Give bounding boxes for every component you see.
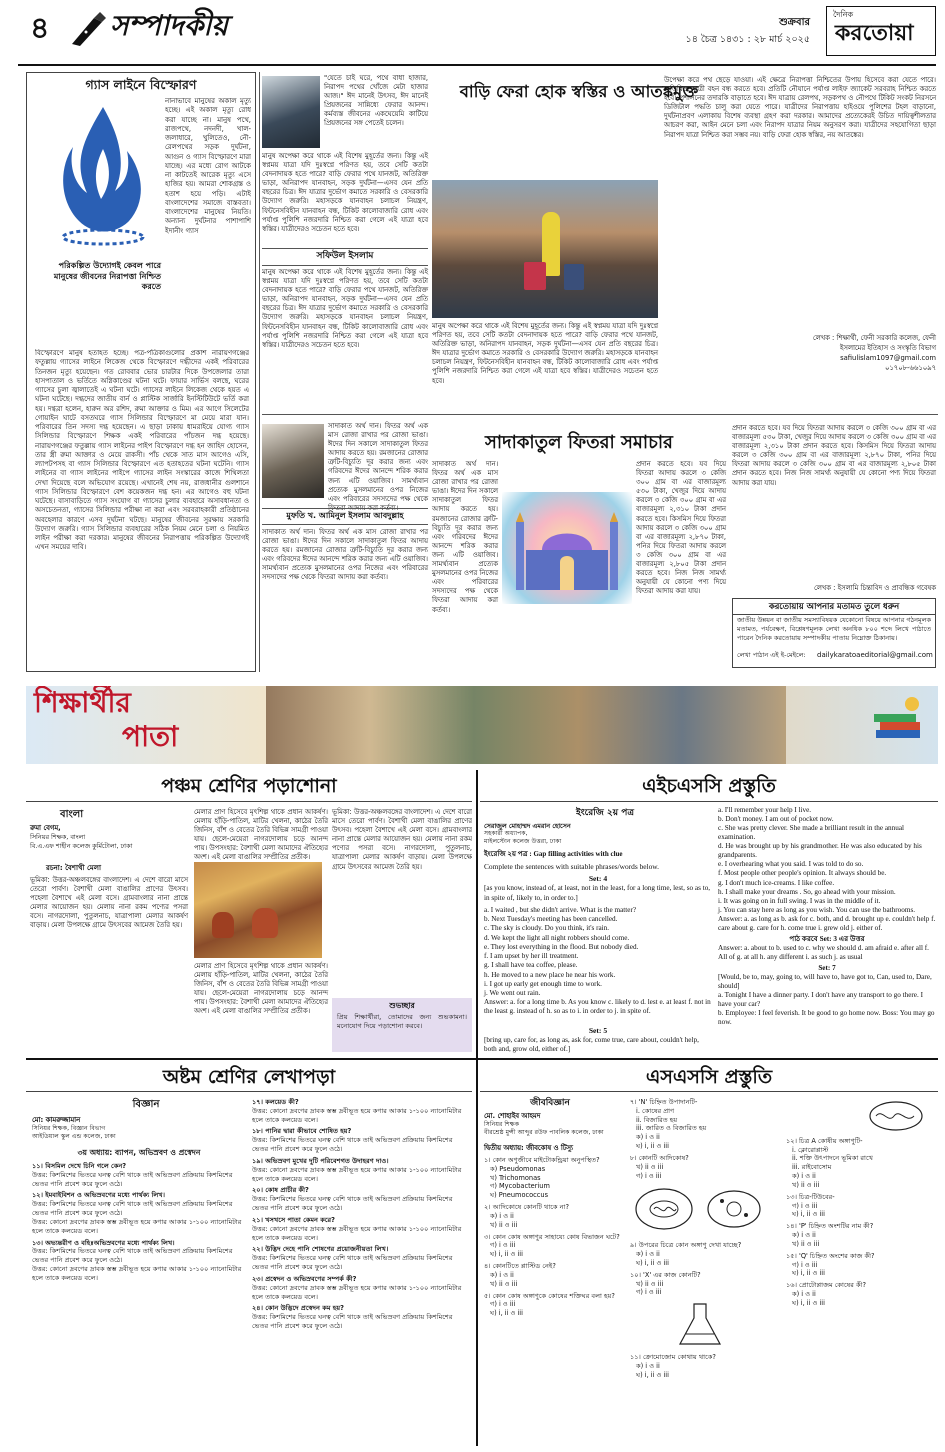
class8-rq2-answer: উত্তর: কিশমিশের ভিতরে ঘনত্ব বেশি থাকে তাই অভিস্রবণ প্রক্রিয়ায় কিশমিশের ভেতর পানি প্রবেশ করে ফুলে ওঠে। [252, 1136, 453, 1154]
ssc-q1-opt: ক) Pseudomonas [490, 1164, 546, 1173]
hsc-set4-clue: [as you know, instead of, at least, not in the least, for a long time, lest, so as to, in spite of, likely to, in order to.] [484, 884, 711, 902]
class8-rq4-answer: উত্তর: কিশমিশের ভিতরে ঘনত্ব বেশি থাকে তাই অভিস্রবণ প্রক্রিয়ায় কিশমিশের ভেতর পানি প্রবেশ করে ফুলে ওঠে। [252, 1195, 453, 1213]
class8-q1-answer: উত্তর: কিশমিশের ভিতরে ঘনত্ব বেশি থাকে তাই অভিস্রবণ প্রক্রিয়ায় কিশমিশের ভেতর পানি প্রবেশ করে ফুলে ওঠে। [32, 1170, 233, 1188]
hsc-set7-label: Set: 7 [818, 964, 836, 973]
home-body-2 [262, 268, 428, 408]
ssc-mid-q3: ৯। উপরের চিত্রে কোন অঙ্গাণু দেখা যাচ্ছে? [630, 1241, 742, 1250]
wish-title: শুভচ্ছার [389, 1001, 415, 1010]
ssc-q2-opt: খ) ii ও iii [490, 1220, 518, 1229]
hsc-right-line: j. You can stay here as long as you wish. You can use the bathrooms. [718, 905, 916, 914]
hsc-set3-answer: Answer: a. about to b. used to c. why we should d. am afraid e. after all f. All of g. at all h. any different i. as such j. as usual [718, 943, 929, 961]
hsc-set4-line: d. We kept the light all night robbers should come. [484, 933, 630, 942]
fitra-body-mid-text: সাদাকাত অর্থ দান। ফিতর অর্থ এক মাস রোজা রাখার পর রোজা ভাঙা। ঈদের দিন সকালে সাদাকাতুল ফিতর আদায় করতে হয়। রমজানের রোজার ত্রুটি-বিচ্যুতি দূর করার জন্য এবং গরিবদের ঈদের আনন্দে শরিক করার জন্য এটি ওয়াজিব। সামর্থ্যবান প্রত্যেক মুসলমানের ওপর নিজের এবং পরিবারের সদস্যদের পক্ষ থেকে ফিতরা আদায় করা কর্তব্য। [432, 460, 498, 614]
ssc-subject: জীববিজ্ঞান [530, 1098, 570, 1108]
hsc-teacher: সেরাজুল মোহাম্মদ এমরান হোসেন [484, 822, 571, 830]
class5-lesson: রচনা: বৈশাখী মেলা [46, 864, 101, 872]
class8-rq5-answer: উত্তর: কোনো দ্রবণের দ্রাবক স্তম্ভ দ্রবীভূত হয়ে কণার আকার ১-১০০ ন্যানোমিটার হলে তাকে কলয়েড বলে। [252, 1224, 462, 1242]
hsc-teacher-role: সহকারী অধ্যাপক, [484, 830, 528, 837]
class8-q1: ১১। বিসমিল দেখে চিনি গলে কেন? [32, 1162, 127, 1170]
hsc-set4-line: j. We went out rain. [484, 988, 541, 997]
station-crowd-photo [432, 180, 658, 318]
hsc-set4-line: e. They lost everything in the flood. But nobody died. [484, 942, 639, 951]
class5-section [26, 770, 472, 1054]
ssc-mid-ans: ক) i ও ii [636, 1361, 660, 1370]
author-name-aminul: মুফতি খ. আমিনুল ইসলাম আবদুল্লাহ [262, 508, 428, 525]
ssc-mid-opt: iii. জারিত ও বিজারিত হয় [636, 1124, 707, 1133]
ssc-right-ans: ক) i ও ii [792, 1290, 816, 1299]
fair-market-photo [194, 862, 322, 958]
masthead-rule [18, 64, 936, 66]
ssc-teacher-role: সিনিয়র শিক্ষক [484, 1121, 520, 1128]
ssc-left-qa [484, 1156, 624, 1444]
pottery-shape [212, 912, 234, 938]
banner-photo-strip [266, 686, 786, 764]
pen-nib-icon [68, 12, 108, 48]
ssc-right-q3: ১৪। 'P' চিহ্নিত অংশটির নাম কী? [786, 1222, 874, 1231]
ssc-right-ans: গ) i ও iii [792, 1201, 818, 1210]
ssc-q2-opt: ক) i ও ii [490, 1211, 514, 1220]
ssc-q4-opt: ক) i ও ii [490, 1270, 514, 1279]
hsc-set4-line: b. Next Tuesday's meeting has been cancelled. [484, 915, 618, 924]
paper-logo [826, 6, 936, 56]
ssc-q1-opt: খ) Trichomonas [490, 1173, 541, 1182]
class5-body: ভূমিকা: উত্তর-অঞ্চলবঙ্গের বাংলাদেশ। এ দেশে বারো মাসে তেরো পার্বণ। বৈশাখী মেলা বাঙালির প্রাণের উৎসব। পহেলা বৈশাখে এই মেলা বসে। গ্রামবাংলার নানা প্রান্তে মেলার আয়োজন হয়। মেলায় নানা রকম পণ্যের পসরা বসে। নাগরদোলা, পুতুলনাচ, যাত্রাপালা মেলার আকর্ষণ বাড়ায়। মেলা উপলক্ষে গ্রামে উৎসবের আমেজ তৈরি হয়। [30, 876, 188, 930]
luggage-shape-2 [564, 264, 584, 290]
ssc-mid-ans: ঘ) i, ii ও iii [636, 1258, 669, 1267]
home-body-mid-text: মানুষ অপেক্ষা করে থাকে এই বিশেষ মুহূর্তের জন্য। কিন্তু এই স্বপ্নময় যাত্রা যদি দুঃস্বপ্নে পরিণত হয়, তবে সেটি কতটা বেদনাদায়ক হতে পারে? বাড়ি ফেরার পথে যানজট, অতিরিক্ত ভাড়া, অনিরাপদ যানবাহন, সড়ক দুর্ঘটনা—এসব যেন প্রতি বছরের চিত্র। ঈদ যাত্রার দুর্ভোগ কমাতে সরকারি ও বেসরকারি উদ্যোগ জরুরি। মহাসড়কে যানবাহন চলাচল নিয়ন্ত্রণ, ফিটনেসবিহীন যানবাহন বন্ধ, টিকিট কালোবাজারি রোধ এবং পর্যাপ্ত পুলিশি নজরদারি নিশ্চিত করা গেলে এই যাত্রা হবে স্বস্তির। যাত্রীদেরও সচেতন হতে হবে। [432, 322, 658, 385]
home-body-2-text: মানুষ অপেক্ষা করে থাকে এই বিশেষ মুহূর্তের জন্য। কিন্তু এই স্বপ্নময় যাত্রা যদি দুঃস্বপ্নে পরিণত হয়, তবে সেটি কতটা বেদনাদায়ক হতে পারে? বাড়ি ফেরার পথে যানজট, অতিরিক্ত ভাড়া, অনিরাপদ যানবাহন, সড়ক দুর্ঘটনা—এসব যেন প্রতি বছরের চিত্র। ঈদ যাত্রার দুর্ভোগ কমাতে সরকারি ও বেসরকারি উদ্যোগ জরুরি। মহাসড়কে যানবাহন চলাচল নিয়ন্ত্রণ, ফিটনেসবিহীন যানবাহন বন্ধ, টিকিট কালোবাজারি রোধ এবং পর্যাপ্ত পুলিশি নজরদারি নিশ্চিত করা গেলে এই যাত্রা হবে স্বস্তির। যাত্রীদেরও সচেতন হতে হবে। [262, 268, 428, 349]
editorial-title: গ্যাস লাইনে বিস্ফোরণ [85, 77, 197, 92]
hsc-title: এইচএসসি প্রস্তুতি [480, 770, 938, 802]
hsc-set4-list [484, 906, 712, 998]
class8-q2: ১২। ইমবাইবিশন ও অভিস্রবণের মধ্যে পার্থক্য লিখ। [32, 1191, 165, 1200]
hsc-section [480, 770, 938, 1054]
ssc-right-q2: ১৩। চিত্র-টিউবের- [786, 1192, 835, 1201]
section-divider-mid [476, 770, 478, 1446]
class5-subject: বাংলা [60, 809, 84, 820]
fitra-headline: সাদাকাতুল ফিতরা সমাচার [485, 432, 673, 453]
ssc-right-opt: i. ক্লোরোপ্লাস্ট [792, 1145, 829, 1154]
class8-rq1-answer: উত্তর: কোনো দ্রবণের দ্রাবক স্তম্ভ দ্রবীভূত হয়ে কণার আকার ১-১০০ ন্যানোমিটার হলে তাকে কলয়েড বলে। [252, 1106, 462, 1124]
ssc-right-ans: ক) i ও ii [792, 1172, 816, 1181]
class5-body-right-text: ভূমিকা: উত্তর-অঞ্চলবঙ্গের বাংলাদেশ। এ দেশে বারো মাসে তেরো পার্বণ। বৈশাখী মেলা বাঙালির প্রাণের উৎসব। পহেলা বৈশাখে এই মেলা বসে। গ্রামবাংলার নানা প্রান্তে মেলার আয়োজন হয়। মেলায় নানা রকম পণ্যের পসরা বসে। নাগরদোলা, পুতুলনাচ, যাত্রাপালা মেলার আকর্ষণ বাড়ায়। মেলা উপলক্ষে গ্রামে উৎসবের আমেজ তৈরি হয়। [332, 808, 472, 871]
hsc-set4-line: c. The sky is cloudy. Do you think, it's rain. [484, 924, 610, 933]
hsc-set4-line: h. He moved to a new place he near his work. [484, 970, 616, 979]
ssc-mid-opt: i. কোষের প্রাণ [636, 1106, 675, 1115]
class8-q3-answer: উত্তর: কিশমিশের ভিতরে ঘনত্ব বেশি থাকে তাই অভিস্রবণ প্রক্রিয়ায় কিশমিশের ভেতর পানি প্রবেশ করে ফুলে ওঠে। [32, 1247, 233, 1265]
ssc-right-ans: খ) ii ও iii [792, 1239, 820, 1248]
hsc-set4-line: i. I got up early get enough time to work. [484, 979, 602, 988]
class5-teacher: রুমা বেগম, [30, 824, 61, 832]
wish-text: প্রিয় শিক্ষার্থীরা, তোমাদের জন্য শুভকামনা। মনোযোগ দিয়ে পড়াশোনা করবে। [337, 1012, 467, 1030]
ssc-right-ans: ঘ) i, ii ও iii [792, 1269, 825, 1278]
class8-section [26, 1062, 472, 1448]
date-line: ১৪ চৈত্র ১৪৩১ : ২৮ মার্চ ২০২৫ [685, 34, 810, 45]
class8-rq3: ১৯। অভিস্রবণ মুখের দুটি পরিবেশগত উদাহরণ দাও। [252, 1156, 389, 1165]
ssc-chapter: দ্বিতীয় অধ্যায়: জীবকোষ ও টিস্যু [484, 1144, 573, 1152]
hsc-set4-answer: Answer: a. for a long time b. As you know c. likely to d. lest e. at least f. not in the least g. instead of h. so as to i. in order to j. in spite of. [484, 998, 711, 1016]
hsc-set7-line: a. Tonight I have a dinner party. I don't have any transport to go there. I have your car? [718, 991, 923, 1009]
cell-diagram-icon [630, 1183, 770, 1235]
wish-box [332, 998, 472, 1052]
class5-teacher-school: বি.এ.এফ শাহীন কলেজ কুর্মিটোলা, ঢাকা [30, 842, 133, 850]
fitra-body-mid-right-text: প্রদান করতে হবে। যব দিয়ে ফিতরা আদায় করলে ৩ কেজি ৩০০ গ্রাম বা এর বাজারমূল্য ৫৩০ টাকা, খেজুর দিয়ে আদায় করলে ৩ কেজি ৩০০ গ্রাম বা এর বাজারমূল্য ২,৩১০ টাকা প্রদান করতে হবে। কিসমিস দিয়ে ফিতরা আদায় করলে ৩ কেজি ৩০০ গ্রাম বা এর বাজারমূল্য ২,৮৭০ টাকা, পনির দিয়ে ফিতরা আদায় করলে ৩ কেজি ৩০০ গ্রাম বা এর বাজারমূল্য ২,৮০৫ টাকা প্রদান করতে হবে। নিজ নিজ সামর্থ্য অনুযায়ী যে কোনো পণ্য দিয়ে ফিতরা আদায় করা যায়। [636, 460, 726, 596]
hsc-set3-label: পাঠ করবে Set: 3 এর উত্তর [789, 934, 865, 943]
class8-rq4: ২০। কোষ প্রাচীর কী? [252, 1186, 309, 1195]
column-divider [262, 414, 938, 415]
section-divider-lower [26, 1058, 938, 1060]
ssc-q4-opt: খ) ii ও iii [490, 1279, 518, 1288]
class8-rq5: ২১। খসখসে পাতা কেমন করে? [252, 1215, 335, 1224]
opinion-ad-email[interactable]: dailykaratoaeditorial@gmail.com [817, 651, 933, 659]
ssc-q5: ৫। কোন কোষ অঙ্গাণুকে কোষের শক্তিঘর বলা হয়? [484, 1291, 615, 1300]
ssc-title: এসএসসি প্রস্তুতি [480, 1062, 938, 1092]
class8-rq8-answer: উত্তর: কিশমিশের ভিতরে ঘনত্ব বেশি থাকে তাই অভিস্রবণ প্রক্রিয়ায় কিশমিশের ভেতর পানি প্রবেশ করে ফুলে ওঠে। [252, 1313, 453, 1331]
fitra-body-mid [432, 460, 498, 666]
class8-left-qa [32, 1162, 246, 1444]
class8-rq2: ১৮। পানির দ্বারা কীভাবে শোষিত হয়? [252, 1127, 352, 1136]
ssc-q3: ৩। কোন কোষ অঙ্গাণুর সাহায্যে কোষ বিভাজন ঘটে? [484, 1232, 620, 1241]
ssc-q1-opt: গ) Mycobacterium [490, 1182, 550, 1191]
hsc-right-line: d. He was brought up by his grandmother. He was also educated by his grandparents. [718, 842, 922, 860]
class5-body-mid-top-text: মেলার প্রাণ হিসেবে মৃৎশিল্প থাকে প্রধান আকর্ষণ। মেলায় হাঁড়ি-পাতিল, মাটির খেলনা, কাঠের তৈরি জিনিস, বাঁশ ও বেতের তৈরি বিভিন্ন সামগ্রী পাওয়া যায়। ছেলে-মেয়েরা নাগরদোলায় চড়ে আনন্দ পায়। উপসংহার: বৈশাখী মেলা আমাদের ঐতিহ্যের অংশ। এই মেলা বাঙালির সম্প্রীতির প্রতীক। [194, 808, 328, 862]
fitra-body-2-text: সাদাকাত অর্থ দান। ফিতর অর্থ এক মাস রোজা রাখার পর রোজা ভাঙা। ঈদের দিন সকালে সাদাকাতুল ফিতর আদায় করতে হয়। রমজানের রোজার ত্রুটি-বিচ্যুতি দূর করার জন্য এবং গরিবদের ঈদের আনন্দে শরিক করার জন্য এটি ওয়াজিব। সামর্থ্যবান প্রত্যেক মুসলমানের ওপর নিজের এবং পরিবারের সদস্যদের পক্ষ থেকে ফিতরা আদায় করা কর্তব্য। [262, 528, 428, 582]
class5-body-mid-top [194, 808, 328, 860]
ssc-right-ans: খ) ii ও iii [792, 1180, 820, 1189]
hsc-right-line: h. I shall make your dreams . So, go ahead with your mission. [718, 887, 896, 896]
editorial-body-top: নানাভাবে মানুষের অকাল মৃত্যু হচ্ছে। এই অকাল মৃত্যু রোধ করা যাচ্ছে না। মানুষ পথে, রাজপথে, নদনদী, খাল-জলাধারে, খুলিতেও, নৌ-রেলপথের সড়ক দুর্ঘটনা, আগুন ও গ্যাস বিস্ফোরণে মারা যাচ্ছে। এর মধ্যে রোগ আটকে না কাটতেই আরেক মৃত্যু এসে হাজির হয়। আমরা শোকগ্রস্ত ও হতাশ হয়ে পড়ি। এটাই বাংলাদেশের সমাজে বাস্তবতা। বাংলাদেশের মানুষের নিয়তি। অন্যান্য দুর্ঘটনার পাশাপাশি ইদানীং গ্যাস [165, 97, 251, 235]
ssc-q3-opt: গ) i ও iii [490, 1241, 516, 1250]
class8-rq6: ২২। উদ্ভিদ দেহে পানি শোষণের প্রয়োজনীয়তা লিখ। [252, 1245, 389, 1254]
fitra-author-footer: লেখক : ইসলামি চিন্তাবিদ ও প্রাবন্ধিক গবেষক [813, 584, 936, 592]
class5-teacher-role: সিনিয়র শিক্ষক, বাংলা [30, 833, 86, 841]
class8-rq1: ১৭। কলয়েড কী? [252, 1098, 299, 1106]
ssc-mid-q5: ১১। ক্রোমোজোম কোথায় থাকে? [630, 1353, 716, 1362]
hsc-right-line: g. I don't much ice-creams. I like coffee. [718, 878, 835, 887]
class8-teacher-school: আইডিয়াল স্কুল এন্ড কলেজ, ঢাকা [32, 1133, 116, 1140]
home-body-mid [432, 322, 658, 408]
ssc-section [480, 1062, 938, 1448]
ssc-mid-ans: গ) i ও iii [636, 1171, 662, 1180]
home-author-footer: লেখক : শিক্ষার্থী, ফেনী সরকারি কলেজ, ফেনী [812, 334, 936, 342]
organelle-diagram-icon [866, 1098, 926, 1134]
class8-q3: ১৩। অভ্যন্তরীণ ও বহিঃঅভিস্রবণের মধ্যে পার্থক্য লিখ। [32, 1238, 175, 1247]
class8-rq7-answer: উত্তর: কোনো দ্রবণের দ্রাবক স্তম্ভ দ্রবীভূত হয়ে কণার আকার ১-১০০ ন্যানোমিটার হলে তাকে কলয়েড বলে। [252, 1283, 462, 1301]
home-body: মানুষ অপেক্ষা করে থাকে এই বিশেষ মুহূর্তের জন্য। কিন্তু এই স্বপ্নময় যাত্রা যদি দুঃস্বপ্নে পরিণত হয়, তবে সেটি কতটা বেদনাদায়ক হতে পারে? বাড়ি ফেরার পথে যানজট, অতিরিক্ত ভাড়া, অনিরাপদ যানবাহন, সড়ক দুর্ঘটনা—এসব যেন প্রতি বছরের চিত্র। ঈদ যাত্রার দুর্ভোগ কমাতে সরকারি ও বেসরকারি উদ্যোগ জরুরি। মহাসড়কে যানবাহন চলাচল নিয়ন্ত্রণ, ফিটনেসবিহীন যানবাহন বন্ধ, টিকিট কালোবাজারি রোধ এবং পর্যাপ্ত পুলিশি নজরদারি নিশ্চিত করা গেলে এই যাত্রা হবে স্বস্তির। যাত্রীদেরও সচেতন হতে হবে। [262, 152, 428, 233]
ssc-teacher: মো. শোহাইব আহমদ [484, 1112, 541, 1120]
class8-teacher-role: সিনিয়র শিক্ষক, বিজ্ঞান বিভাগ [32, 1125, 106, 1132]
opinion-ad-text: জাতীয় উন্নয়ন বা জাতীয় সমস্যাবিষয়ক যেকোনো বিষয়ে আপনার গঠনমূলক মতামত, পর্যবেক্ষণ, বিশ্লেষণমূলক লেখা অনধিক ৮০০ শব্দে লিখে পাঠাতে পারেন দৈনিক করতোয়ায় সম্পাদকীয় পাতায় নিম্নোক্ত ঠিকানায়। [737, 616, 931, 642]
fitra-body: সাদাকাত অর্থ দান। ফিতর অর্থ এক মাস রোজা রাখার পর রোজা ভাঙা। ঈদের দিন সকালে সাদাকাতুল ফিতর আদায় করতে হয়। রমজানের রোজার ত্রুটি-বিচ্যুতি দূর করার জন্য এবং গরিবদের ঈদের আনন্দে শরিক করার জন্য এটি ওয়াজিব। সামর্থ্যবান প্রত্যেক মুসলমানের ওপর নিজের এবং পরিবারের সদস্যদের পক্ষ থেকে ফিতরা আদায় করা কর্তব্য। [328, 422, 428, 512]
masthead [0, 0, 945, 64]
hsc-subject: ইংরেজি ২য় পত্র [576, 808, 634, 818]
ssc-mid-q: ৭। 'N' চিহ্নিত উপাদানটি- [630, 1098, 698, 1106]
flame-caption: পরিকল্পিত উদ্যোগই কেবল পারে মানুষের জীবনের নিরাপত্তা নিশ্চিত করতে [53, 261, 161, 292]
books-icon [868, 694, 928, 754]
home-author-footer-2: ইসলামের ইতিহাস ও সংস্কৃতি বিভাগ [839, 344, 936, 352]
editorial-divider [259, 72, 260, 672]
hsc-right-line: f. Most people other people's opinion. It always should be. [718, 869, 887, 878]
mosque-icon [502, 492, 632, 604]
editorial-box [26, 72, 256, 672]
ssc-mid-q4: ১০। 'X' এর কাজ কোনটি? [630, 1270, 701, 1279]
ssc-mid-ans: ক) i ও ii [636, 1133, 660, 1142]
hsc-right-line: c. She was pretty clever. She made a brilliant result in the annual examination. [718, 824, 905, 842]
luggage-shape [524, 262, 546, 290]
hsc-topic: ইংরেজি ২য় পত্র : Gap filling activities with clue [484, 850, 623, 858]
hsc-right-line: a. I'll remember your help I live. [718, 806, 812, 814]
home-quote-top: "যেতে চাই ঘরে, পথে বাধা হাজার, নিরাপদ পথের খোঁজে মেটা হাজার আজ।" ঈদ মানেই উৎসব, ঈদ মানেই প্রিয়জনের সান্নিধ্যে ফেরার আনন্দ। কর্মব্যস্ত জীবনের একঘেয়েমি কাটিয়ে প্রিয়জনের সঙ্গ পেতেই চলেন। [324, 74, 428, 128]
banner-title-1: শিক্ষার্থীর [34, 686, 131, 719]
mosque-illustration [502, 492, 632, 604]
ssc-right-q5: ১৬। প্রোটোপ্লাজম কোষের কী? [786, 1281, 866, 1290]
home-column [262, 72, 938, 412]
home-headline: বাড়ি ফেরা হোক স্বস্তির ও আতঙ্কমুক্ত [459, 82, 699, 101]
paper-logo-small: দৈনিক [833, 10, 854, 19]
hsc-set7-line: b. Employee: I feel feverish. It be good to go home now. Boss: You may go now. [718, 1009, 935, 1027]
ssc-q2: ২। আদিকোষে কোনটি থাকে না? [484, 1203, 569, 1212]
ssc-right-ans: ঘ) i, ii ও iii [792, 1210, 825, 1219]
paper-logo-name: করতোয়া [835, 21, 914, 46]
class8-q2-answer: উত্তর: কিশমিশের ভিতরে ঘনত্ব বেশি থাকে তাই অভিস্রবণ প্রক্রিয়ায় কিশমিশের ভেতর পানি প্রবেশ করে ফুলে ওঠে। [32, 1200, 233, 1218]
ssc-q1: ১। কোন অণুজীবে মাইটোকন্ড্রিয়া অনুপস্থিত? [484, 1156, 600, 1164]
class8-chapter: ৩য় অধ্যায়: ব্যাপন, অভিস্রবণ ও প্রস্বেদন [77, 1148, 201, 1157]
ssc-mid-ans: খ) ii ও iii [636, 1162, 664, 1171]
fitra-body-2 [262, 528, 428, 668]
ssc-mid-ans: ঘ) i, ii ও iii [636, 1142, 669, 1151]
home-body-right: উপেক্ষা করে পথ ছেড়ে যাওয়া। এই ক্ষেত্রে নিরাপত্তা নিশ্চিতের উপায় হিসেবে করা যেতে পারে। অতিরিক্ত যাত্রী বহন বন্ধ করতে হবে। প্রতিটি নৌযানে পর্যাপ্ত লাইফ জ্যাকেট সরবরাহ নিশ্চিত করতে হবে। প্রশাসনের তদারকি বাড়াতে হবে। ঈদ যাত্রায় রেলপথ, সড়কপথ ও নৌপথে টিকিট সংকট নিরসনে ডিজিটাল পদ্ধতি চালু করা যেতে পারে। যাত্রীদের নিরাপত্তায় হাইওয়ে পুলিশের টহল বাড়ানো, দুর্ঘটনাপ্রবণ এলাকায় বিশেষ ব্যবস্থা গ্রহণ করা দরকার। আমাদের প্রত্যেকেরই উচিত দায়িত্বশীলতার আচরণ করা, আইন মেনে চলা এবং নিরাপদ যাত্রার নিয়ম অনুসরণ করা। যাত্রীদের সহযোগিতা ছাড়া নিরাপদ যাত্রা নিশ্চিত করা সম্ভব নয়। বাড়ি ফেরা হোক স্বস্তির, নয় আতঙ্কের। [664, 76, 936, 139]
ssc-right-ans: ঘ) i, ii ও iii [792, 1298, 825, 1307]
hsc-set7-clue: [Would, be to, may, going to, will have to, have got to, Can, used to, Dare, should] [718, 973, 932, 991]
hsc-right-line: i. It was going on in full swing. I was in the middle of it. [718, 896, 881, 905]
ssc-right-q1: ১২। চিত্র A কোষীয় অঙ্গাণুটি- [786, 1136, 863, 1145]
pottery-shape-2 [252, 908, 278, 938]
opinion-ad-title: করতোয়ায় আপনার মতামত তুলে ধরুন [733, 599, 935, 615]
class5-title: পঞ্চম শ্রেণির পড়াশোনা [26, 770, 472, 802]
ssc-teacher-school: বীরশ্রেষ্ঠ মুন্সী আব্দুর রউফ পাবলিক কলেজ, ঢাকা [484, 1129, 604, 1136]
class8-subject: বিজ্ঞান [132, 1099, 160, 1110]
author-photo-aminul [262, 424, 324, 498]
ssc-mid-ans: ঘ) i, ii ও iii [636, 1370, 669, 1379]
opinion-ad-footer: লেখা পাঠান এই ই-মেইলে: [737, 651, 806, 659]
ssc-mid-qa [630, 1098, 780, 1444]
hsc-set4-line: g. I shall have tea coffee, please. [484, 961, 578, 970]
ssc-mid-q2: ৮। কোনটি আদিকোষ? [630, 1153, 689, 1162]
hsc-set5-clue: [bring up, care for, as long as, ask for, come true, care about, couldn't help, both and, grow old, either of.] [484, 1036, 699, 1054]
author-name-safiul: সফিউল ইসলাম [262, 248, 428, 266]
class8-q2-answer-2: উত্তর: কোনো দ্রবণের দ্রাবক স্তম্ভ দ্রবীভূত হয়ে কণার আকার ১-১০০ ন্যানোমিটার হলে তাকে কলয়েড বলে। [32, 1217, 242, 1235]
class8-rq6-answer: উত্তর: কিশমিশের ভিতরে ঘনত্ব বেশি থাকে তাই অভিস্রবণ প্রক্রিয়ায় কিশমিশের ভেতর পানি প্রবেশ করে ফুলে ওঠে। [252, 1254, 453, 1272]
ssc-mid-ans: খ) ii ও iii [636, 1279, 664, 1288]
ssc-q5-opt: গ) i ও iii [490, 1300, 516, 1309]
section-title: সম্পাদকীয় [110, 9, 228, 42]
hsc-right-list [718, 806, 936, 1028]
class5-body-right [332, 808, 472, 994]
class8-right-qa [252, 1098, 470, 1444]
fitra-column [262, 420, 938, 672]
ssc-q3-opt: ঘ) i, ii ও iii [490, 1250, 523, 1259]
ssc-mid-ans: ক) i ও ii [636, 1250, 660, 1259]
gas-flame-icon [43, 101, 163, 251]
date-day: শুক্রবার [779, 17, 810, 28]
class8-rq8: ২৪। কোন উদ্ভিদে প্রস্বেদন কম হয়? [252, 1304, 344, 1313]
author-photo-safiul [262, 76, 320, 148]
hsc-set4-line: f. I am upset by her ill treatment. [484, 952, 579, 961]
home-email: safiulislam1097@gmail.com [840, 354, 936, 362]
class8-rq7: ২৩। প্রস্বেদন ও অভিস্রবণের সম্পর্ক কী? [252, 1274, 357, 1283]
ssc-right-ans: ক) i ও ii [792, 1231, 816, 1240]
opinion-ad-box [732, 598, 936, 668]
page-number: ৪ [30, 11, 50, 46]
hsc-right-line: b. Don't money. I am out of pocket now. [718, 815, 834, 824]
hsc-set5-answer: Answer: a. as long as b. ask for c. both, and d. brought up e. couldn't help f. care about g. care for h. come true i. grew old j. either of. [718, 914, 936, 932]
hsc-teacher-school: মাইলস্টোন কলেজ উত্তরা, ঢাকা [484, 838, 562, 845]
fitra-body-right: প্রদান করতে হবে। যব দিয়ে ফিতরা আদায় করলে ৩ কেজি ৩০০ গ্রাম বা এর বাজারমূল্য ৫৩০ টাকা, খেজুর দিয়ে আদায় করলে ৩ কেজি ৩০০ গ্রাম বা এর বাজারমূল্য ২,৩১০ টাকা প্রদান করতে হবে। কিসমিস দিয়ে ফিতরা আদায় করলে ৩ কেজি ৩০০ গ্রাম বা এর বাজারমূল্য ২,৮৭০ টাকা, পনির দিয়ে ফিতরা আদায় করলে ৩ কেজি ৩০০ গ্রাম বা এর বাজারমূল্য ২,৮০৫ টাকা প্রদান করতে হবে। নিজ নিজ সামর্থ্য অনুযায়ী যে কোনো পণ্য দিয়ে ফিতরা আদায় করা যায়। [732, 424, 936, 487]
home-phone: ০১৭০৮-৬৬১০৯৭ [884, 364, 936, 372]
class8-rq3-answer: উত্তর: কোনো দ্রবণের দ্রাবক স্তম্ভ দ্রবীভূত হয়ে কণার আকার ১-১০০ ন্যানোমিটার হলে তাকে কলয়েড বলে। [252, 1165, 462, 1183]
ssc-mid-opt: ii. বিজারিত হয় [636, 1115, 678, 1124]
ssc-right-q4: ১৫। 'Q' চিহ্নিত অংশের কাজ কী? [786, 1251, 875, 1260]
class8-teacher: মো: কামরুজ্জামান [32, 1116, 81, 1124]
ssc-q4: ৪। কোনটিতে প্লাস্টিড নেই? [484, 1262, 556, 1271]
ssc-right-ans: গ) i ও iii [792, 1260, 818, 1269]
ssc-right-qa [786, 1098, 936, 1444]
hsc-set5-label: Set: 5 [588, 1026, 608, 1035]
ssc-right-opt: ii. শক্তি উৎপাদনে ভূমিকা রাখে [792, 1154, 873, 1163]
banner-title-2: পাতা [122, 720, 179, 753]
flask-diagram-icon [670, 1300, 730, 1350]
ssc-q5-opt: ঘ) i, ii ও iii [490, 1309, 523, 1318]
student-banner [26, 686, 938, 764]
class5-body-2: মেলার প্রাণ হিসেবে মৃৎশিল্প থাকে প্রধান আকর্ষণ। মেলায় হাঁড়ি-পাতিল, মাটির খেলনা, কাঠের তৈরি জিনিস, বাঁশ ও বেতের তৈরি বিভিন্ন সামগ্রী পাওয়া যায়। ছেলে-মেয়েরা নাগরদোলায় চড়ে আনন্দ পায়। উপসংহার: বৈশাখী মেলা আমাদের ঐতিহ্যের অংশ। এই মেলা বাঙালির সম্প্রীতির প্রতীক। [194, 962, 328, 1016]
hsc-right-line: e. I overhearing what you said. I was told to do so. [718, 860, 864, 869]
fitra-body-mid-right [636, 460, 726, 666]
ssc-mid-ans: গ) i ও iii [636, 1288, 662, 1297]
editorial-body-main: বিস্ফোরণে মানুষ হতাহত হচ্ছে। পত্র-পত্রিকাগুলোর প্রকাশ নারায়ণগঞ্জের ফতুল্লায় গ্যাসের লাইনে লিকেজ থেকে বিস্ফোরণে দগ্ধীদের একই পরিবারের তিনজন মৃত্যু হয়েছেন। গত রোববার ভোর চারটার দিকে উপজেলার তারা হাসপাতাল ও ভর্তিতে অগ্নিকাণ্ডের ঘটনা ঘটে। ফায়ার সার্ভিস বলছে, ঘরের গ্যাসের চুলা জ্বালাতেই এ ঘটনা ঘটে। গ্যাসের লাইনে লিকেজ থেকে হয়ত এ ঘটনা ঘটেছে। দগ্ধদের জাতীয় বার্ন ও প্লাস্টিক সার্জারি ইনস্টিটিউটে ভর্তি করা হয়। দগ্ধরা হলেন, হারুন অর রশিদ, রুমা আক্তার ও মিম। এর আগে সিলেটের গোয়াইন ঘাটে বসতঘরে গ্যাস সিলিন্ডার বিস্ফোরণে মা মেয়ে মারা যান। পরিবারের তিন সদস্য দগ্ধ হয়েছেন। এ ছাড়া ঢাকায় ধামরাইয়ে যোগ্য গ্যাস সিলিন্ডার বিস্ফোরণে শিক্ষক একই পরিবারের পাঁচজন দগ্ধ হয়েছে। নারায়ণগঞ্জের ফতুল্লায় গ্যাস লাইনের পাইপ বিস্ফোরণে দগ্ধ হন জাহিদ হোসেন, তার স্ত্রী রুমা আক্তার ও মেয়ে রাকসী। পাঁচ থেকে সাত মাস আগেও এসি, ল্যাপটপসহ বা গ্যাস সিলিন্ডার বিস্ফোরণে এত হতাহতের ঘটনা ঘটেনি। গ্যাস লাইনের বা গ্যাস লাইনের পাইপে গ্যাসের লাইন সংস্কারের কাজে শিথিলতা দেখা দিয়েছে বলে অভিযোগ রয়েছে। এখানেই শেষ নয়, রাজধানীর গুলশানে গ্যাস সিলিন্ডার বিস্ফোরণে বেশ কয়েকজন দগ্ধ হন। এর আগেও বহু ঘটনা ঘটেছে। বাসাবাড়িতে গ্যাস সংযোগ বা গ্যাসের চুলার ব্যবহারে অসাবধানতা ও অসচেতনতা, গ্যাসের সিলিন্ডার পরীক্ষা না করা এবং সরবরাহকারী প্রতিষ্ঠানের অবহেলার কারণে এসব দুর্ঘটনা ঘটছে। মানুষের জীবনের সুরক্ষায় সরকারি উদ্যোগ জরুরি। গ্যাস সিলিন্ডার ব্যবহারের সঠিক নিয়ম মেনে চলা ও নিয়মিত লাইন পরীক্ষা করা দরকার। মানুষের জীবনের নিরাপত্তায় পরিকল্পিত উদ্যোগই এখন সময়ের দাবি। [35, 349, 249, 552]
class8-q3-answer-2: উত্তর: কোনো দ্রবণের দ্রাবক স্তম্ভ দ্রবীভূত হয়ে কণার আকার ১-১০০ ন্যানোমিটার হলে তাকে কলয়েড বলে। [32, 1265, 242, 1282]
hsc-instruction: Complete the sentences with suitable phrases/words below. [484, 862, 660, 871]
hsc-set4-line: a. I waited , but she didn't arrive. What is the matter? [484, 906, 637, 914]
ssc-q1-opt: ঘ) Pneumococcus [490, 1191, 548, 1200]
ssc-right-opt: iii. রাইবোসোম [792, 1163, 832, 1172]
class8-title: অষ্টম শ্রেণির লেখাপড়া [26, 1062, 472, 1092]
hsc-set4-label: Set: 4 [588, 874, 608, 883]
